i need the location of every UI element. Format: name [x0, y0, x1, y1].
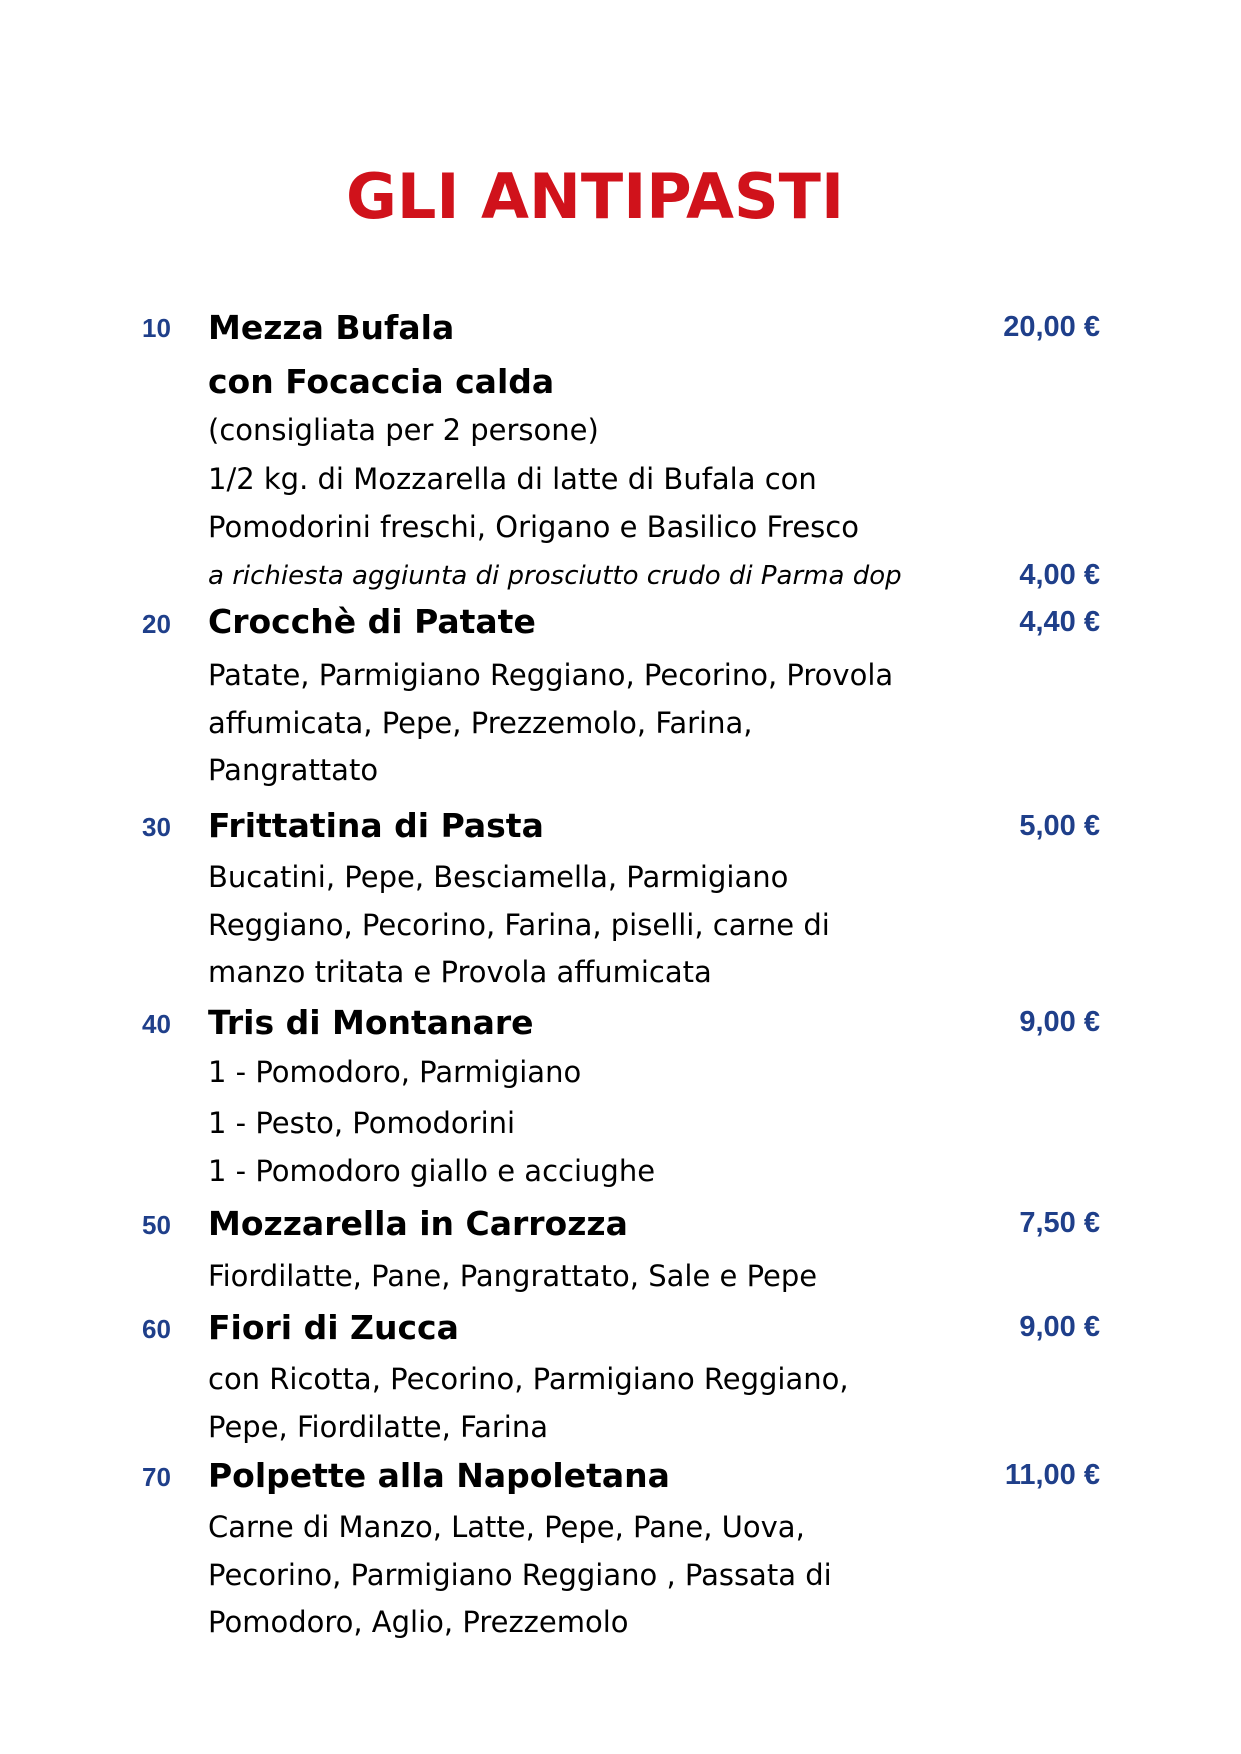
item-name: Tris di Montanare: [208, 1003, 534, 1042]
item-extra-price: 4,00 €: [1019, 559, 1100, 591]
item-description: 1 - Pomodoro, Parmigiano: [208, 1055, 582, 1089]
item-description: Pomodorini freschi, Origano e Basilico Fresco: [208, 510, 859, 544]
item-description: Fiordilatte, Pane, Pangrattato, Sale e Pepe: [208, 1259, 818, 1293]
item-description: affumicata, Pepe, Prezzemolo, Farina,: [208, 706, 753, 740]
item-number: 70: [142, 1462, 171, 1492]
item-price: 11,00 €: [1004, 1459, 1100, 1491]
item-name: Mozzarella in Carrozza: [208, 1204, 628, 1243]
item-description: Bucatini, Pepe, Besciamella, Parmigiano: [208, 860, 789, 894]
item-description: Pangrattato: [208, 753, 379, 787]
item-description: Patate, Parmigiano Reggiano, Pecorino, Provola: [208, 658, 894, 692]
item-description: Carne di Manzo, Latte, Pepe, Pane, Uova,: [208, 1510, 805, 1544]
item-price: 5,00 €: [1019, 810, 1100, 842]
item-name: Fiori di Zucca: [208, 1308, 459, 1347]
item-description: 1 - Pomodoro giallo e acciughe: [208, 1154, 656, 1188]
item-name: Frittatina di Pasta: [208, 806, 544, 845]
item-name-line2: con Focaccia calda: [208, 362, 555, 401]
item-price: 7,50 €: [1019, 1207, 1100, 1239]
item-description: 1 - Pesto, Pomodorini: [208, 1106, 516, 1140]
item-price: 9,00 €: [1019, 1006, 1100, 1038]
item-description: Pepe, Fiordilatte, Farina: [208, 1410, 548, 1444]
item-description: 1/2 kg. di Mozzarella di latte di Bufala con: [208, 462, 817, 496]
item-description: Pomodoro, Aglio, Prezzemolo: [208, 1605, 629, 1639]
item-number: 50: [142, 1210, 171, 1240]
item-number: 20: [142, 609, 171, 639]
item-name: Polpette alla Napoletana: [208, 1456, 670, 1495]
item-extra-note: a richiesta aggiunta di prosciutto crudo di Parma dop: [208, 561, 902, 591]
item-price: 20,00 €: [1003, 311, 1100, 343]
item-number: 40: [142, 1009, 171, 1039]
item-description: manzo tritata e Provola affumicata: [208, 955, 712, 989]
item-description: Pecorino, Parmigiano Reggiano , Passata di: [208, 1558, 832, 1592]
item-name: Mezza Bufala: [208, 308, 455, 347]
item-description: con Ricotta, Pecorino, Parmigiano Reggiano,: [208, 1362, 849, 1396]
item-number: 30: [142, 812, 171, 842]
item-price: 9,00 €: [1019, 1311, 1100, 1343]
item-number: 10: [142, 313, 171, 343]
item-description: Reggiano, Pecorino, Farina, piselli, carne di: [208, 908, 830, 942]
item-description: (consigliata per 2 persone): [208, 413, 599, 447]
page-title: GLI ANTIPASTI: [346, 160, 845, 233]
item-price: 4,40 €: [1019, 606, 1100, 638]
item-name: Crocchè di Patate: [208, 602, 536, 641]
item-number: 60: [142, 1314, 171, 1344]
